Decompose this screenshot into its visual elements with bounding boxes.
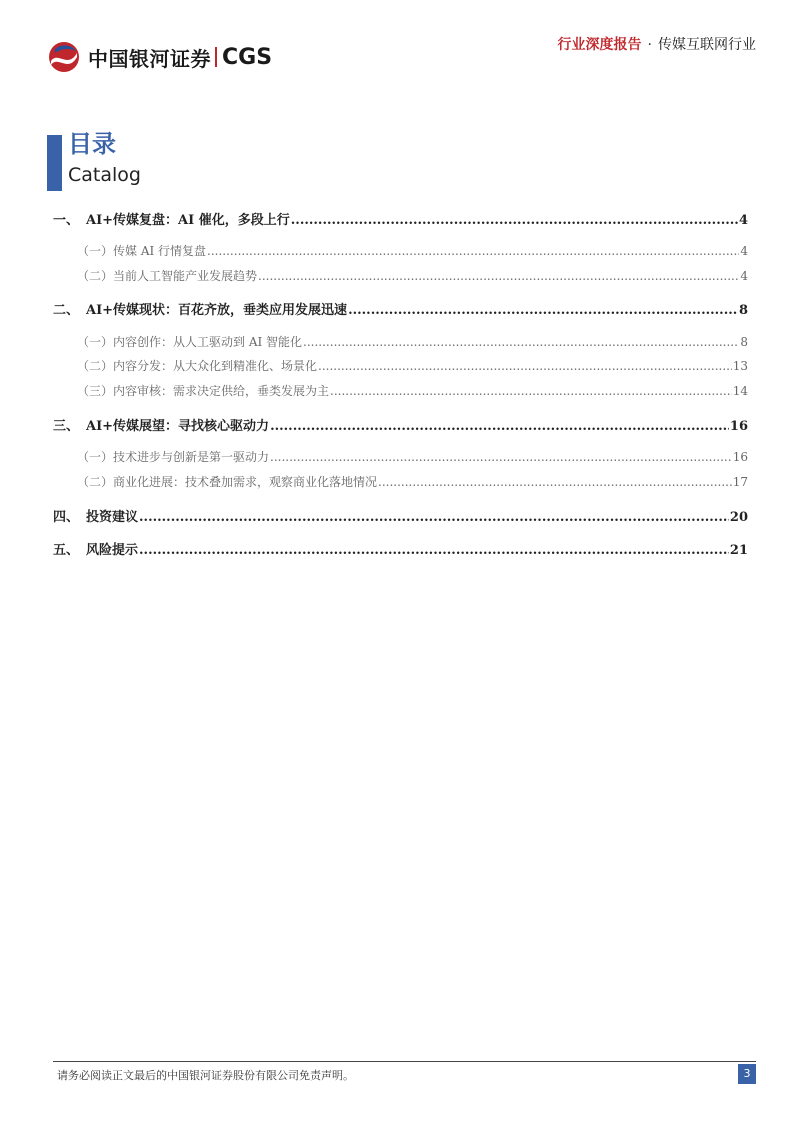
toc-text: AI+传媒展望：寻找核心驱动力 (86, 419, 270, 434)
toc-entry-2-1[interactable] (77, 333, 748, 350)
toc-text: 技术进步与创新是第一驱动力 (113, 450, 270, 464)
toc-leader-dots (270, 450, 732, 464)
header-separator: · (647, 37, 652, 53)
toc-page: 20 (729, 510, 748, 525)
toc-entry-3-2[interactable] (77, 473, 748, 490)
logo-divider (215, 47, 217, 67)
toc-entry-2-3[interactable] (77, 382, 748, 399)
toc-title-en: Catalog (68, 164, 141, 186)
toc-entry-2[interactable] (53, 299, 748, 318)
toc-number: （三） (77, 384, 114, 398)
toc-page: 16 (729, 419, 748, 434)
toc-text: 投资建议 (86, 510, 139, 525)
toc-leader-dots (139, 510, 729, 525)
toc-leader-dots (318, 359, 732, 373)
company-logo (46, 39, 272, 75)
toc-entry-5[interactable] (53, 539, 748, 558)
toc-text: 当前人工智能产业发展趋势 (113, 269, 258, 283)
page-number: 3 (738, 1064, 756, 1084)
toc-number: （一） (77, 244, 114, 258)
logo-text-cn: 中国银河证券 (88, 46, 211, 71)
toc-number: 四、 (53, 510, 80, 525)
toc-number: 五、 (53, 543, 80, 558)
toc-leader-dots (330, 384, 732, 398)
toc-number: 二、 (53, 303, 80, 318)
toc-page: 4 (740, 244, 748, 258)
toc-page: 14 (732, 384, 748, 398)
toc-leader-dots (207, 244, 739, 258)
toc-number: （二） (77, 475, 114, 489)
toc-entry-1-2[interactable] (77, 267, 748, 284)
toc-text: 内容创作：从人工驱动到 AI 智能化 (113, 335, 303, 349)
toc-leader-dots (258, 269, 739, 283)
toc-entry-4[interactable] (53, 506, 748, 525)
toc-page: 8 (740, 335, 748, 349)
toc-leader-dots (303, 335, 739, 349)
toc-leader-dots (139, 543, 729, 558)
toc-text: AI+传媒现状：百花齐放，垂类应用发展迅速 (86, 303, 348, 318)
industry-name: 传媒互联网行业 (658, 37, 756, 53)
toc-text: 传媒 AI 行情复盘 (113, 244, 207, 258)
toc-leader-dots (291, 213, 738, 228)
toc-entry-2-2[interactable] (77, 357, 748, 374)
toc-entry-1-1[interactable] (77, 242, 748, 259)
report-type: 行业深度报告 (557, 37, 642, 53)
toc-title-cn: 目录 (68, 129, 116, 158)
toc-leader-dots (378, 475, 732, 489)
toc-number: 三、 (53, 419, 80, 434)
report-header (558, 34, 756, 54)
toc-text: AI+传媒复盘：AI 催化，多段上行 (86, 213, 290, 228)
toc-text: 风险提示 (86, 543, 139, 558)
toc-text: 内容分发：从大众化到精准化、场景化 (113, 359, 318, 373)
toc-number: （二） (77, 359, 114, 373)
toc-page: 16 (732, 450, 748, 464)
toc-leader-dots (270, 419, 729, 434)
cgs-logo-icon (46, 39, 82, 75)
toc-number: （二） (77, 269, 114, 283)
toc-number: （一） (77, 450, 114, 464)
toc-entry-3-1[interactable] (77, 448, 748, 465)
toc-number: 一、 (53, 213, 80, 228)
title-accent-bar (47, 135, 62, 191)
toc-entry-1[interactable] (53, 209, 748, 228)
toc-page: 17 (732, 475, 748, 489)
toc-text: 内容审核：需求决定供给，垂类发展为主 (113, 384, 330, 398)
toc-page: 4 (740, 269, 748, 283)
toc-entry-3[interactable] (53, 415, 748, 434)
toc-text: 商业化进展：技术叠加需求，观察商业化落地情况 (113, 475, 378, 489)
footer-divider (53, 1061, 756, 1062)
footer-disclaimer: 请务必阅读正文最后的中国银河证券股份有限公司免责声明。 (57, 1069, 354, 1082)
toc-leader-dots (348, 303, 738, 318)
toc-page: 21 (729, 543, 748, 558)
toc-page: 4 (738, 213, 748, 228)
toc-number: （一） (77, 335, 114, 349)
toc-page: 13 (732, 359, 748, 373)
logo-text-en: CGS (222, 44, 273, 70)
toc-page: 8 (738, 303, 748, 318)
